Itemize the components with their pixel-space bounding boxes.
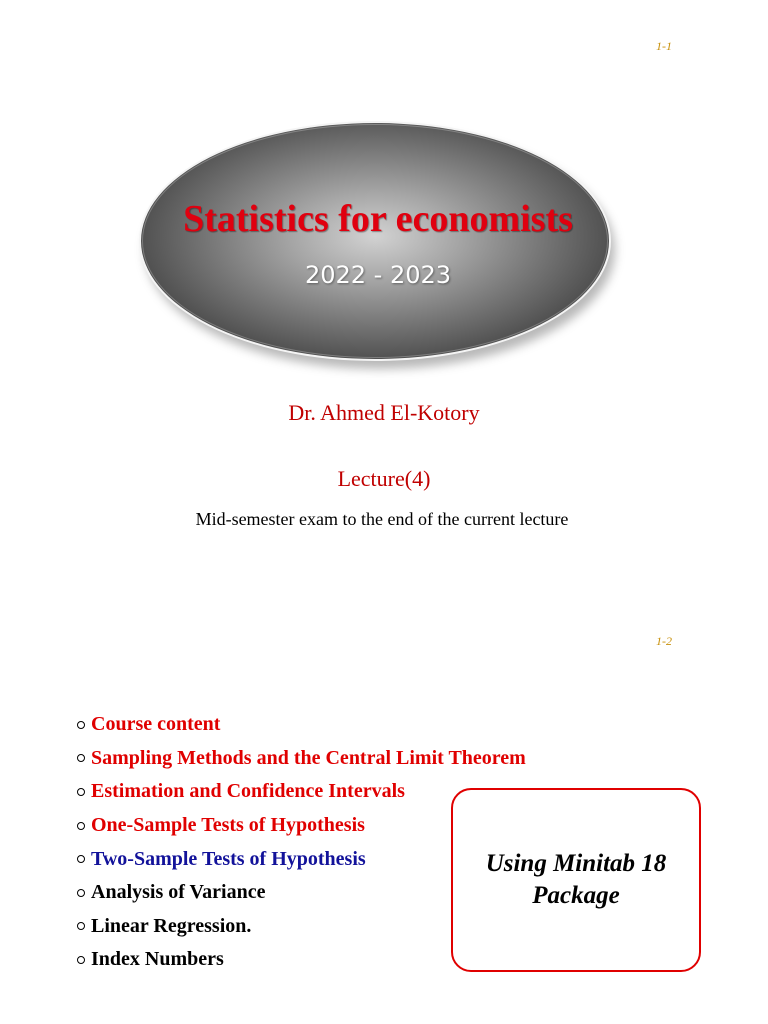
title-ellipse bbox=[139, 121, 617, 371]
circle-bullet-icon bbox=[77, 754, 85, 762]
list-item-label: Index Numbers bbox=[91, 948, 224, 971]
page-number: 1-1 bbox=[656, 39, 672, 53]
ellipse-ring bbox=[142, 124, 608, 358]
callout-text: Using Minitab 18 Package bbox=[485, 850, 667, 909]
circle-bullet-icon bbox=[77, 855, 85, 863]
circle-bullet-icon bbox=[77, 721, 85, 729]
list-item-label: Analysis of Variance bbox=[91, 881, 266, 904]
academic-years: 2022 - 2023 bbox=[304, 261, 452, 289]
list-item-label: Sampling Methods and the Central Limit Theorem bbox=[91, 746, 526, 769]
lecture-scope: Mid-semester exam to the end of the current lecture bbox=[195, 509, 569, 529]
page-number: 1-2 bbox=[656, 634, 672, 648]
list-item bbox=[77, 708, 526, 742]
lecture-number: Lecture(4) bbox=[337, 466, 431, 491]
circle-bullet-icon bbox=[77, 889, 85, 897]
software-callout bbox=[451, 788, 701, 972]
circle-bullet-icon bbox=[77, 788, 85, 796]
list-item-label: Course content bbox=[91, 713, 221, 736]
list-item-label: Linear Regression. bbox=[91, 914, 252, 937]
circle-bullet-icon bbox=[77, 822, 85, 830]
slide-title: Statistics for economists bbox=[183, 198, 573, 240]
list-item-label: One-Sample Tests of Hypothesis bbox=[91, 814, 365, 837]
circle-bullet-icon bbox=[77, 922, 85, 930]
list-item-label: Two-Sample Tests of Hypothesis bbox=[91, 847, 366, 870]
list-item-label: Estimation and Confidence Intervals bbox=[91, 780, 405, 803]
author-name: Dr. Ahmed El-Kotory bbox=[288, 400, 480, 425]
circle-bullet-icon bbox=[77, 956, 85, 964]
list-item bbox=[77, 742, 526, 776]
